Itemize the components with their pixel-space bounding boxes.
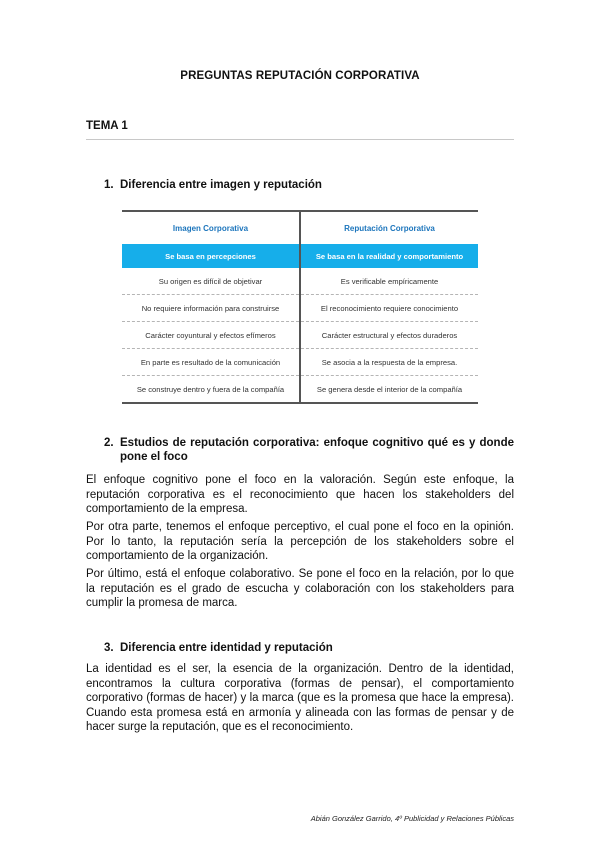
question-2-paragraph: El enfoque cognitivo pone el foco en la valoración. Según este enfoque, la reputación corporativa es el reconocimiento que hacen los stakeholders del comportamiento de la empresa. [86, 474, 514, 515]
section-divider [86, 139, 514, 140]
question-3-heading [104, 641, 514, 655]
table-row [122, 295, 478, 322]
table-cell: El reconocimiento requiere conocimiento [300, 295, 478, 322]
table-cell: Se basa en percepciones [122, 244, 300, 268]
table-cell: No requiere información para construirse [122, 295, 300, 322]
table-cell: Carácter coyuntural y efectos efímeros [122, 322, 300, 349]
comparison-table [122, 210, 478, 404]
table-row [122, 376, 478, 404]
table-cell: Su origen es difícil de objetivar [122, 268, 300, 295]
table-cell: Carácter estructural y efectos duraderos [300, 322, 478, 349]
question-3-text: Diferencia entre identidad y reputación [120, 642, 333, 654]
question-2-paragraph: Por otra parte, tenemos el enfoque perceptivo, el cual pone el foco en la opinión. Por lo tanto, la reputación sería la percepción de los stakeholders sobre el comportamiento de la organización. [86, 521, 514, 562]
table-row [122, 268, 478, 295]
question-1-text: Diferencia entre imagen y reputación [120, 179, 322, 191]
question-2-text: Estudios de reputación corporativa: enfoque cognitivo qué es y donde pone el foco [120, 437, 514, 463]
table-cell: Se asocia a la respuesta de la empresa. [300, 349, 478, 376]
section-label: TEMA 1 [86, 120, 128, 132]
question-3-paragraph: La identidad es el ser, la esencia de la organización. Dentro de la identidad, encontramos la cultura corporativa (formas de pensar), el comportamiento corporativo (formas de hacer) y la marca (que es la promesa que hace la empresa). Cuando esta promesa está en armonía y alineada con las formas de pensar y de hacer surge la reputación, que es el reconocimiento. [86, 663, 514, 733]
table-cell: Se basa en la realidad y comportamiento [300, 244, 478, 268]
question-1-number: 1. [104, 179, 114, 191]
table-row [122, 244, 478, 268]
table-cell: En parte es resultado de la comunicación [122, 349, 300, 376]
table-row [122, 322, 478, 349]
question-2-heading [104, 436, 514, 464]
table-header-row [122, 211, 478, 244]
question-2-paragraph: Por último, está el enfoque colaborativo. Se pone el foco en la relación, por lo que la reputación es el grado de escucha y colaboración con los stakeholders para cumplir la promesa de marca. [86, 568, 514, 609]
question-2-number: 2. [104, 437, 114, 449]
question-3-number: 3. [104, 642, 114, 654]
table-cell: Es verificable empíricamente [300, 268, 478, 295]
table-cell: Se genera desde el interior de la compañía [300, 376, 478, 404]
question-1-heading [104, 178, 514, 192]
footer-author: Abián González Garrido, 4º Publicidad y Relaciones Públicas [310, 814, 514, 823]
table-header-imagen: Imagen Corporativa [122, 211, 300, 244]
table-row [122, 349, 478, 376]
table-header-reputacion: Reputación Corporativa [300, 211, 478, 244]
table-cell: Se construye dentro y fuera de la compañía [122, 376, 300, 404]
document-title: PREGUNTAS REPUTACIÓN CORPORATIVA [180, 70, 420, 82]
